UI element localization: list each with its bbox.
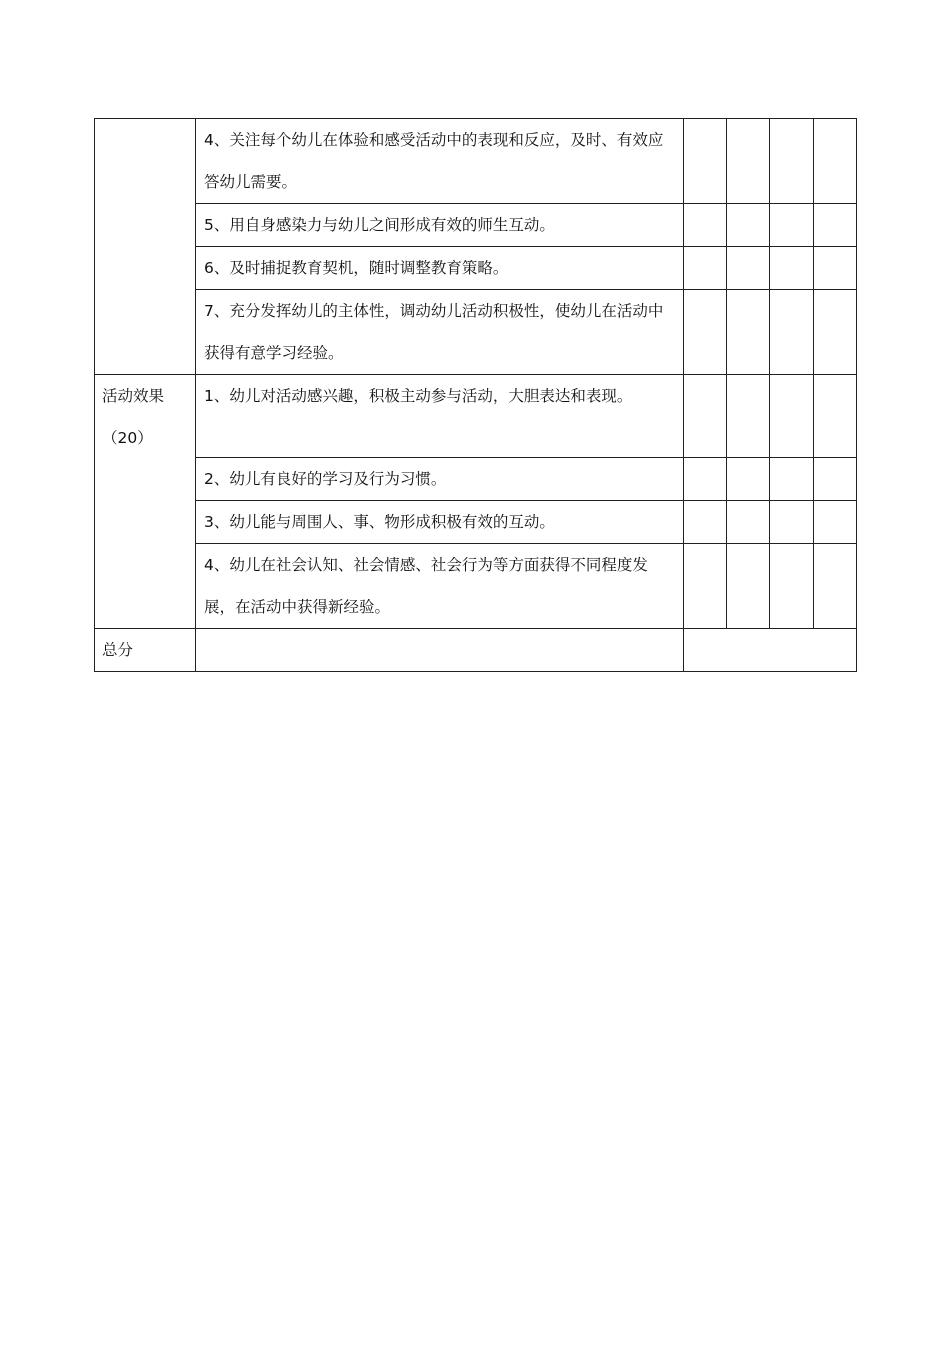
category-points: （20） [102,429,153,447]
criterion-cell [196,501,684,544]
score-cell[interactable] [814,501,857,544]
total-label-cell [95,629,196,672]
total-label: 总分 [102,641,134,659]
table-row [95,119,857,204]
score-cell[interactable] [814,119,857,204]
table-row [95,247,857,290]
score-cell[interactable] [684,458,727,501]
score-cell[interactable] [727,204,770,247]
score-cell[interactable] [814,204,857,247]
total-blank-cell [196,629,684,672]
score-cell[interactable] [814,247,857,290]
score-cell[interactable] [684,204,727,247]
table-row [95,290,857,375]
criterion-text: 4、关注每个幼儿在体验和感受活动中的表现和反应，及时、有效应答幼儿需要。 [204,131,664,191]
score-cell[interactable] [814,290,857,375]
score-cell[interactable] [727,290,770,375]
score-cell[interactable] [770,544,814,629]
score-cell[interactable] [684,501,727,544]
table-row [95,204,857,247]
score-cell[interactable] [727,544,770,629]
score-cell[interactable] [770,119,814,204]
score-cell[interactable] [727,119,770,204]
criterion-text: 1、幼儿对活动感兴趣，积极主动参与活动，大胆表达和表现。 [204,387,633,405]
score-cell[interactable] [814,544,857,629]
criterion-text: 5、用自身感染力与幼儿之间形成有效的师生互动。 [204,216,555,234]
criterion-text: 3、幼儿能与周围人、事、物形成积极有效的互动。 [204,513,555,531]
category-cell [95,119,196,375]
criterion-cell [196,290,684,375]
criterion-text: 7、充分发挥幼儿的主体性，调动幼儿活动积极性，使幼儿在活动中获得有意学习经验。 [204,302,664,362]
table-row [95,544,857,629]
score-cell[interactable] [684,375,727,458]
evaluation-sheet [94,118,856,672]
score-cell[interactable] [727,247,770,290]
score-cell[interactable] [684,544,727,629]
score-cell[interactable] [814,458,857,501]
criterion-text: 6、及时捕捉教育契机，随时调整教育策略。 [204,259,509,277]
score-cell[interactable] [770,458,814,501]
criterion-cell [196,204,684,247]
criterion-cell [196,544,684,629]
score-cell[interactable] [770,375,814,458]
criterion-text: 4、幼儿在社会认知、社会情感、社会行为等方面获得不同程度发展，在活动中获得新经验。 [204,556,648,616]
score-cell[interactable] [770,290,814,375]
score-cell[interactable] [814,375,857,458]
evaluation-table [94,118,857,672]
table-row [95,501,857,544]
category-label: 活动效果 [102,387,165,405]
score-cell[interactable] [727,375,770,458]
criterion-cell [196,247,684,290]
score-cell[interactable] [770,204,814,247]
score-cell[interactable] [684,290,727,375]
score-cell[interactable] [684,247,727,290]
score-cell[interactable] [770,501,814,544]
score-cell[interactable] [684,119,727,204]
table-row [95,458,857,501]
total-row [95,629,857,672]
category-cell [95,375,196,629]
criterion-cell [196,458,684,501]
score-cell[interactable] [727,501,770,544]
table-row [95,375,857,458]
score-cell[interactable] [727,458,770,501]
criterion-cell [196,375,684,458]
criterion-text: 2、幼儿有良好的学习及行为习惯。 [204,470,447,488]
total-score-field[interactable] [684,629,857,672]
criterion-cell [196,119,684,204]
score-cell[interactable] [770,247,814,290]
